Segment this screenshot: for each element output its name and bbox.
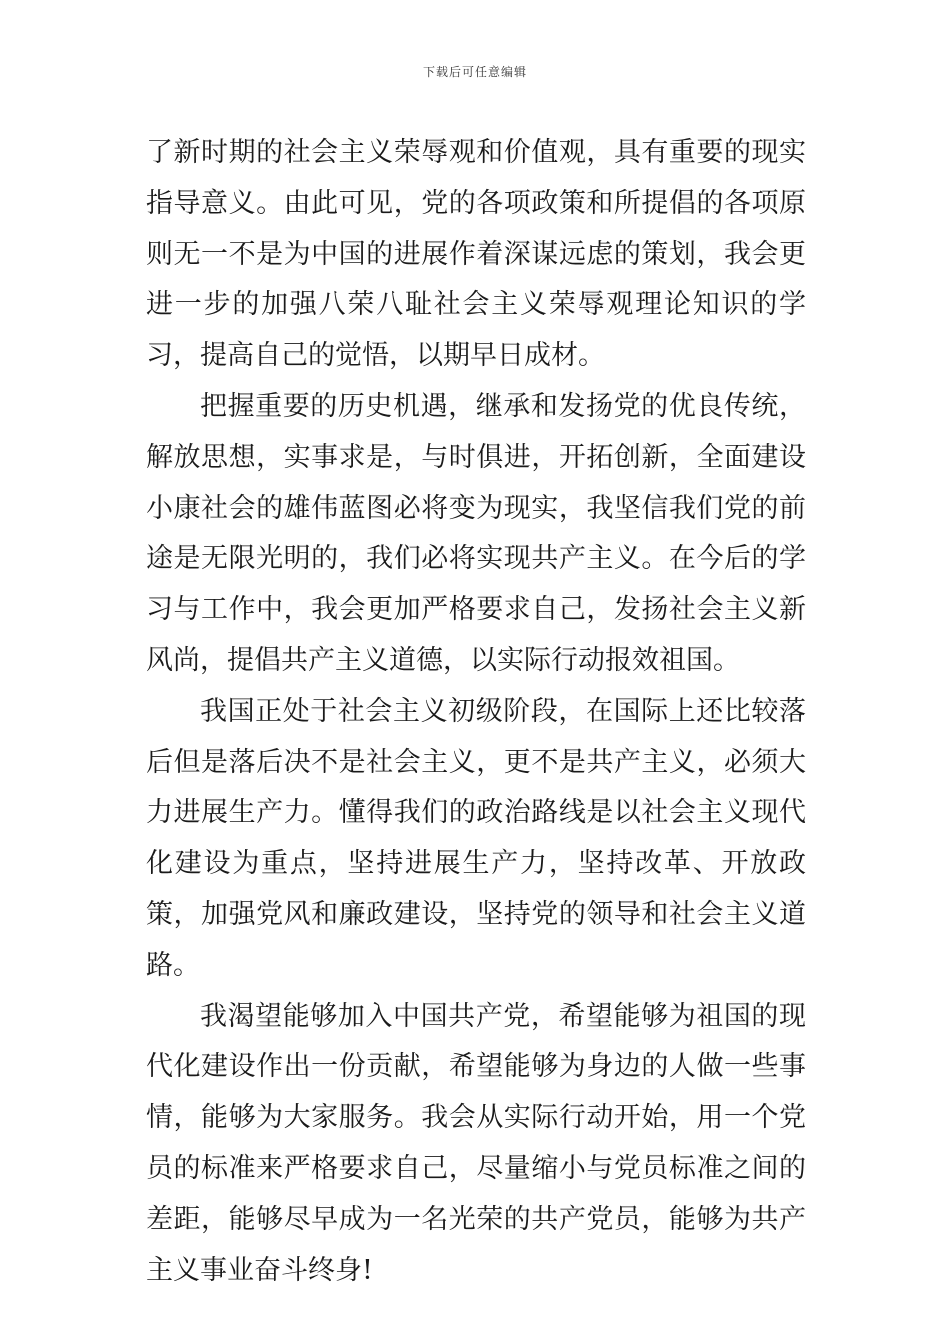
text-line: 准来严格要求自己，尽量缩小与党员标准之间的差距，能 bbox=[146, 1152, 807, 1235]
text-line: 导意义。由此可见，党的各项政策和所提倡的各项原则无 bbox=[146, 187, 807, 270]
text-line: 放思想，实事求是，与时俱进，开拓创新，全面建设小康 bbox=[146, 441, 807, 524]
paragraph-2 bbox=[146, 382, 806, 687]
paragraph-4 bbox=[146, 992, 806, 1297]
text-line: 为重点，坚持进展生产力，坚持改革、开放政策，加强党 bbox=[146, 848, 807, 930]
text-line: 风和廉政建设，坚持党的领导和社会主义道路。 bbox=[146, 898, 806, 981]
text-line: 限光明的，我们必将实现共产主义。在今后的学习与工作 bbox=[146, 543, 807, 626]
text-line: 把握重要的历史机遇，继承和发扬党的优良传统，解 bbox=[146, 390, 806, 473]
text-line: 中，我会更加严格要求自己，发扬社会主义新风尚，提倡 bbox=[146, 594, 807, 676]
paragraph-3 bbox=[146, 687, 806, 992]
text-line: 能够为大家服务。我会从实际行动开始，用一个党员的标 bbox=[146, 1102, 807, 1184]
paragraph-1 bbox=[146, 128, 806, 382]
page-header: 下载后可任意编辑 bbox=[422, 65, 527, 79]
text-line: 展生产力。懂得我们的政治路线是以社会主义现代化建设 bbox=[146, 797, 807, 880]
text-line: 的加强八荣八耻社会主义荣辱观理论知识的学习，提高自 bbox=[146, 289, 807, 372]
text-line: 一不是为中国的进展作着深谋远虑的策划，我会更进一步 bbox=[146, 238, 807, 321]
text-line: 我国正处于社会主义初级阶段，在国际上还比较落后 bbox=[146, 695, 806, 778]
text-line: 够尽早成为一名光荣的共产党员，能够为共产主义事业奋 bbox=[146, 1203, 807, 1286]
text-line: 化建设作出一份贡献，希望能够为身边的人做一些事情， bbox=[146, 1051, 807, 1134]
text-line: 己的觉悟，以期早日成材。 bbox=[281, 340, 605, 372]
text-line: 共产主义道德，以实际行动报效祖国。 bbox=[281, 644, 740, 676]
text-line: 了新时期的社会主义荣辱观和价值观，具有重要的现实指 bbox=[146, 137, 806, 219]
text-line: 但是落后决不是社会主义，更不是共产主义，必须大力进 bbox=[146, 746, 807, 829]
document-body bbox=[146, 128, 806, 1296]
text-line: 社会的雄伟蓝图必将变为现实，我坚信我们党的前途是无 bbox=[146, 492, 807, 575]
text-line: 我渴望能够加入中国共产党，希望能够为祖国的现代 bbox=[146, 1000, 806, 1083]
text-line: 斗终身! bbox=[281, 1254, 373, 1286]
